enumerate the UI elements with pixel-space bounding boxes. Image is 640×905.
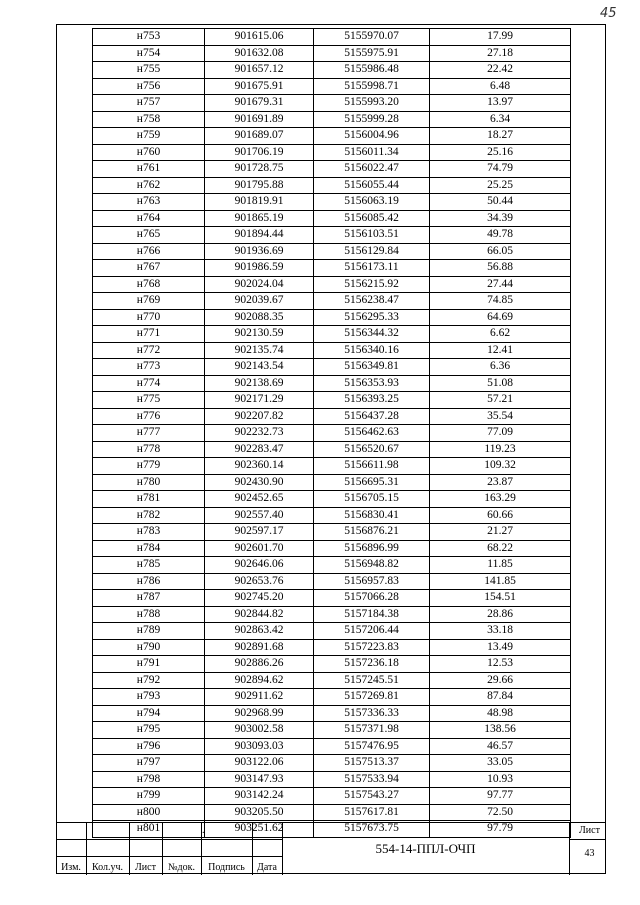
point-name-cell: н791 bbox=[93, 656, 205, 673]
y-coordinate-cell: 5156462.63 bbox=[314, 425, 430, 442]
point-name-cell: н795 bbox=[93, 722, 205, 739]
point-name-cell: н773 bbox=[93, 359, 205, 376]
distance-cell: 22.42 bbox=[430, 62, 571, 79]
x-coordinate-cell: 901632.08 bbox=[205, 45, 314, 62]
y-coordinate-cell: 5157371.98 bbox=[314, 722, 430, 739]
distance-cell: 25.25 bbox=[430, 177, 571, 194]
distance-cell: 68.22 bbox=[430, 540, 571, 557]
y-coordinate-cell: 5156063.19 bbox=[314, 194, 430, 211]
y-coordinate-cell: 5157269.81 bbox=[314, 689, 430, 706]
point-name-cell: н801 bbox=[93, 821, 205, 838]
table-row bbox=[93, 672, 571, 689]
point-name-cell: н794 bbox=[93, 705, 205, 722]
table-row bbox=[93, 111, 571, 128]
document-code: 554-14-ППЛ-ОЧП bbox=[375, 841, 476, 856]
x-coordinate-cell: 901689.07 bbox=[205, 128, 314, 145]
table-row bbox=[93, 342, 571, 359]
table-row bbox=[93, 309, 571, 326]
x-coordinate-cell: 902130.59 bbox=[205, 326, 314, 343]
table-row bbox=[93, 722, 571, 739]
table-row bbox=[93, 276, 571, 293]
x-coordinate-cell: 902088.35 bbox=[205, 309, 314, 326]
table-row bbox=[93, 738, 571, 755]
distance-cell: 35.54 bbox=[430, 408, 571, 425]
point-name-cell: н768 bbox=[93, 276, 205, 293]
table-row bbox=[93, 161, 571, 178]
x-coordinate-cell: 901657.12 bbox=[205, 62, 314, 79]
point-name-cell: н767 bbox=[93, 260, 205, 277]
distance-cell: 72.50 bbox=[430, 804, 571, 821]
x-coordinate-cell: 902745.20 bbox=[205, 590, 314, 607]
point-name-cell: н798 bbox=[93, 771, 205, 788]
table-row bbox=[93, 804, 571, 821]
y-coordinate-cell: 5156957.83 bbox=[314, 573, 430, 590]
point-name-cell: н789 bbox=[93, 623, 205, 640]
distance-cell: 21.27 bbox=[430, 524, 571, 541]
stamp-col-ndoc: №док. bbox=[168, 862, 195, 873]
y-coordinate-cell: 5156238.47 bbox=[314, 293, 430, 310]
x-coordinate-cell: 901728.75 bbox=[205, 161, 314, 178]
point-name-cell: н793 bbox=[93, 689, 205, 706]
y-coordinate-cell: 5156393.25 bbox=[314, 392, 430, 409]
table-row bbox=[93, 326, 571, 343]
x-coordinate-cell: 903147.93 bbox=[205, 771, 314, 788]
table-row bbox=[93, 656, 571, 673]
x-coordinate-cell: 901795.88 bbox=[205, 177, 314, 194]
y-coordinate-cell: 5156876.21 bbox=[314, 524, 430, 541]
y-coordinate-cell: 5157236.18 bbox=[314, 656, 430, 673]
y-coordinate-cell: 5157245.51 bbox=[314, 672, 430, 689]
distance-cell: 11.85 bbox=[430, 557, 571, 574]
y-coordinate-cell: 5156103.51 bbox=[314, 227, 430, 244]
point-name-cell: н763 bbox=[93, 194, 205, 211]
point-name-cell: н757 bbox=[93, 95, 205, 112]
y-coordinate-cell: 5156830.41 bbox=[314, 507, 430, 524]
point-name-cell: н782 bbox=[93, 507, 205, 524]
stamp-row-line bbox=[569, 839, 606, 840]
y-coordinate-cell: 5156705.15 bbox=[314, 491, 430, 508]
distance-cell: 17.99 bbox=[430, 29, 571, 46]
point-name-cell: н762 bbox=[93, 177, 205, 194]
y-coordinate-cell: 5156948.82 bbox=[314, 557, 430, 574]
stamp-col-signature: Подпись bbox=[208, 862, 245, 873]
x-coordinate-cell: 903205.50 bbox=[205, 804, 314, 821]
table-row bbox=[93, 540, 571, 557]
table-row bbox=[93, 623, 571, 640]
y-coordinate-cell: 5157533.94 bbox=[314, 771, 430, 788]
y-coordinate-cell: 5155999.28 bbox=[314, 111, 430, 128]
x-coordinate-cell: 901986.59 bbox=[205, 260, 314, 277]
table-row bbox=[93, 375, 571, 392]
point-name-cell: н774 bbox=[93, 375, 205, 392]
stamp-col-izm: Изм. bbox=[61, 862, 81, 873]
table-row bbox=[93, 210, 571, 227]
point-name-cell: н790 bbox=[93, 639, 205, 656]
table-row bbox=[93, 243, 571, 260]
sheet-number: 43 bbox=[584, 848, 595, 859]
x-coordinate-cell: 902597.17 bbox=[205, 524, 314, 541]
distance-cell: 154.51 bbox=[430, 590, 571, 607]
x-coordinate-cell: 902283.47 bbox=[205, 441, 314, 458]
distance-cell: 10.93 bbox=[430, 771, 571, 788]
stamp-row-line bbox=[56, 856, 282, 857]
table-row bbox=[93, 557, 571, 574]
table-row bbox=[93, 705, 571, 722]
x-coordinate-cell: 902646.06 bbox=[205, 557, 314, 574]
point-name-cell: н784 bbox=[93, 540, 205, 557]
distance-cell: 109.32 bbox=[430, 458, 571, 475]
y-coordinate-cell: 5157066.28 bbox=[314, 590, 430, 607]
point-name-cell: н777 bbox=[93, 425, 205, 442]
x-coordinate-cell: 902143.54 bbox=[205, 359, 314, 376]
distance-cell: 23.87 bbox=[430, 474, 571, 491]
stamp-divider bbox=[569, 823, 570, 875]
table-row bbox=[93, 788, 571, 805]
table-row bbox=[93, 29, 571, 46]
distance-cell: 13.49 bbox=[430, 639, 571, 656]
distance-cell: 51.08 bbox=[430, 375, 571, 392]
point-name-cell: н756 bbox=[93, 78, 205, 95]
table-row bbox=[93, 144, 571, 161]
x-coordinate-cell: 902135.74 bbox=[205, 342, 314, 359]
table-row bbox=[93, 78, 571, 95]
distance-cell: 138.56 bbox=[430, 722, 571, 739]
point-name-cell: н783 bbox=[93, 524, 205, 541]
distance-cell: 12.41 bbox=[430, 342, 571, 359]
distance-cell: 163.29 bbox=[430, 491, 571, 508]
distance-cell: 77.09 bbox=[430, 425, 571, 442]
coordinates-table-body bbox=[93, 29, 571, 838]
y-coordinate-cell: 5156896.99 bbox=[314, 540, 430, 557]
handwritten-page-number: 45 bbox=[600, 6, 617, 21]
point-name-cell: н792 bbox=[93, 672, 205, 689]
point-name-cell: н785 bbox=[93, 557, 205, 574]
distance-cell: 56.88 bbox=[430, 260, 571, 277]
distance-cell: 18.27 bbox=[430, 128, 571, 145]
table-row bbox=[93, 639, 571, 656]
distance-cell: 141.85 bbox=[430, 573, 571, 590]
x-coordinate-cell: 902171.29 bbox=[205, 392, 314, 409]
distance-cell: 6.62 bbox=[430, 326, 571, 343]
coordinates-table bbox=[92, 28, 571, 838]
y-coordinate-cell: 5156695.31 bbox=[314, 474, 430, 491]
point-name-cell: н766 bbox=[93, 243, 205, 260]
point-name-cell: н770 bbox=[93, 309, 205, 326]
table-row bbox=[93, 408, 571, 425]
table-row bbox=[93, 590, 571, 607]
y-coordinate-cell: 5156437.28 bbox=[314, 408, 430, 425]
point-name-cell: н755 bbox=[93, 62, 205, 79]
y-coordinate-cell: 5156353.93 bbox=[314, 375, 430, 392]
x-coordinate-cell: 902138.69 bbox=[205, 375, 314, 392]
x-coordinate-cell: 901936.69 bbox=[205, 243, 314, 260]
x-coordinate-cell: 902886.26 bbox=[205, 656, 314, 673]
point-name-cell: н761 bbox=[93, 161, 205, 178]
table-row bbox=[93, 458, 571, 475]
point-name-cell: н759 bbox=[93, 128, 205, 145]
y-coordinate-cell: 5156611.98 bbox=[314, 458, 430, 475]
point-name-cell: н787 bbox=[93, 590, 205, 607]
y-coordinate-cell: 5155975.91 bbox=[314, 45, 430, 62]
y-coordinate-cell: 5157206.44 bbox=[314, 623, 430, 640]
y-coordinate-cell: 5155986.48 bbox=[314, 62, 430, 79]
sheet-label: Лист bbox=[579, 825, 600, 836]
y-coordinate-cell: 5156011.34 bbox=[314, 144, 430, 161]
distance-cell: 33.18 bbox=[430, 623, 571, 640]
point-name-cell: н780 bbox=[93, 474, 205, 491]
y-coordinate-cell: 5156004.96 bbox=[314, 128, 430, 145]
x-coordinate-cell: 902430.90 bbox=[205, 474, 314, 491]
stamp-dot: . bbox=[202, 825, 205, 836]
y-coordinate-cell: 5157543.27 bbox=[314, 788, 430, 805]
stamp-row-line bbox=[56, 839, 282, 840]
x-coordinate-cell: 903122.06 bbox=[205, 755, 314, 772]
distance-cell: 6.34 bbox=[430, 111, 571, 128]
y-coordinate-cell: 5156344.32 bbox=[314, 326, 430, 343]
distance-cell: 13.97 bbox=[430, 95, 571, 112]
y-coordinate-cell: 5157476.95 bbox=[314, 738, 430, 755]
y-coordinate-cell: 5157223.83 bbox=[314, 639, 430, 656]
x-coordinate-cell: 901894.44 bbox=[205, 227, 314, 244]
distance-cell: 49.78 bbox=[430, 227, 571, 244]
point-name-cell: н772 bbox=[93, 342, 205, 359]
stamp-col-date: Дата bbox=[257, 862, 277, 873]
x-coordinate-cell: 902653.76 bbox=[205, 573, 314, 590]
table-row bbox=[93, 771, 571, 788]
point-name-cell: н781 bbox=[93, 491, 205, 508]
y-coordinate-cell: 5157336.33 bbox=[314, 705, 430, 722]
point-name-cell: н753 bbox=[93, 29, 205, 46]
x-coordinate-cell: 902024.04 bbox=[205, 276, 314, 293]
table-row bbox=[93, 755, 571, 772]
table-row bbox=[93, 689, 571, 706]
y-coordinate-cell: 5157673.75 bbox=[314, 821, 430, 838]
distance-cell: 6.48 bbox=[430, 78, 571, 95]
distance-cell: 74.85 bbox=[430, 293, 571, 310]
x-coordinate-cell: 902232.73 bbox=[205, 425, 314, 442]
distance-cell: 60.66 bbox=[430, 507, 571, 524]
table-row bbox=[93, 293, 571, 310]
y-coordinate-cell: 5157617.81 bbox=[314, 804, 430, 821]
x-coordinate-cell: 902891.68 bbox=[205, 639, 314, 656]
distance-cell: 119.23 bbox=[430, 441, 571, 458]
x-coordinate-cell: 902557.40 bbox=[205, 507, 314, 524]
x-coordinate-cell: 903142.24 bbox=[205, 788, 314, 805]
distance-cell: 25.16 bbox=[430, 144, 571, 161]
distance-cell: 12.53 bbox=[430, 656, 571, 673]
table-row bbox=[93, 194, 571, 211]
table-row bbox=[93, 606, 571, 623]
point-name-cell: н800 bbox=[93, 804, 205, 821]
y-coordinate-cell: 5156215.92 bbox=[314, 276, 430, 293]
distance-cell: 64.69 bbox=[430, 309, 571, 326]
stamp-col-list: Лист bbox=[135, 862, 156, 873]
table-row bbox=[93, 62, 571, 79]
table-row bbox=[93, 128, 571, 145]
table-row bbox=[93, 260, 571, 277]
x-coordinate-cell: 901706.19 bbox=[205, 144, 314, 161]
stamp-col-kolvo: Кол.уч. bbox=[91, 862, 124, 873]
distance-cell: 33.05 bbox=[430, 755, 571, 772]
y-coordinate-cell: 5156055.44 bbox=[314, 177, 430, 194]
y-coordinate-cell: 5157184.38 bbox=[314, 606, 430, 623]
x-coordinate-cell: 901819.91 bbox=[205, 194, 314, 211]
distance-cell: 27.44 bbox=[430, 276, 571, 293]
x-coordinate-cell: 901675.91 bbox=[205, 78, 314, 95]
distance-cell: 34.39 bbox=[430, 210, 571, 227]
point-name-cell: н775 bbox=[93, 392, 205, 409]
x-coordinate-cell: 901865.19 bbox=[205, 210, 314, 227]
point-name-cell: н788 bbox=[93, 606, 205, 623]
distance-cell: 87.84 bbox=[430, 689, 571, 706]
y-coordinate-cell: 5155993.20 bbox=[314, 95, 430, 112]
y-coordinate-cell: 5157513.37 bbox=[314, 755, 430, 772]
x-coordinate-cell: 902039.67 bbox=[205, 293, 314, 310]
distance-cell: 27.18 bbox=[430, 45, 571, 62]
y-coordinate-cell: 5156349.81 bbox=[314, 359, 430, 376]
y-coordinate-cell: 5156173.11 bbox=[314, 260, 430, 277]
table-row bbox=[93, 359, 571, 376]
point-name-cell: н765 bbox=[93, 227, 205, 244]
point-name-cell: н797 bbox=[93, 755, 205, 772]
distance-cell: 50.44 bbox=[430, 194, 571, 211]
distance-cell: 97.77 bbox=[430, 788, 571, 805]
distance-cell: 57.21 bbox=[430, 392, 571, 409]
table-row bbox=[93, 425, 571, 442]
table-row bbox=[93, 491, 571, 508]
y-coordinate-cell: 5155970.07 bbox=[314, 29, 430, 46]
x-coordinate-cell: 902452.65 bbox=[205, 491, 314, 508]
y-coordinate-cell: 5156340.16 bbox=[314, 342, 430, 359]
point-name-cell: н764 bbox=[93, 210, 205, 227]
y-coordinate-cell: 5156129.84 bbox=[314, 243, 430, 260]
point-name-cell: н760 bbox=[93, 144, 205, 161]
table-row bbox=[93, 524, 571, 541]
y-coordinate-cell: 5156085.42 bbox=[314, 210, 430, 227]
point-name-cell: н796 bbox=[93, 738, 205, 755]
table-row bbox=[93, 441, 571, 458]
point-name-cell: н754 bbox=[93, 45, 205, 62]
table-row bbox=[93, 392, 571, 409]
distance-cell: 97.79 bbox=[430, 821, 571, 838]
x-coordinate-cell: 901691.89 bbox=[205, 111, 314, 128]
distance-cell: 6.36 bbox=[430, 359, 571, 376]
distance-cell: 28.86 bbox=[430, 606, 571, 623]
x-coordinate-cell: 902360.14 bbox=[205, 458, 314, 475]
point-name-cell: н786 bbox=[93, 573, 205, 590]
table-row bbox=[93, 507, 571, 524]
distance-cell: 66.05 bbox=[430, 243, 571, 260]
x-coordinate-cell: 902968.99 bbox=[205, 705, 314, 722]
y-coordinate-cell: 5156022.47 bbox=[314, 161, 430, 178]
table-row bbox=[93, 573, 571, 590]
point-name-cell: н779 bbox=[93, 458, 205, 475]
x-coordinate-cell: 901679.31 bbox=[205, 95, 314, 112]
table-row bbox=[93, 177, 571, 194]
point-name-cell: н776 bbox=[93, 408, 205, 425]
point-name-cell: н799 bbox=[93, 788, 205, 805]
table-row bbox=[93, 474, 571, 491]
table-row bbox=[93, 45, 571, 62]
x-coordinate-cell: 901615.06 bbox=[205, 29, 314, 46]
distance-cell: 74.79 bbox=[430, 161, 571, 178]
point-name-cell: н778 bbox=[93, 441, 205, 458]
point-name-cell: н758 bbox=[93, 111, 205, 128]
title-block bbox=[56, 822, 606, 875]
y-coordinate-cell: 5155998.71 bbox=[314, 78, 430, 95]
y-coordinate-cell: 5156520.67 bbox=[314, 441, 430, 458]
table-row bbox=[93, 95, 571, 112]
x-coordinate-cell: 902844.82 bbox=[205, 606, 314, 623]
x-coordinate-cell: 902863.42 bbox=[205, 623, 314, 640]
x-coordinate-cell: 902894.62 bbox=[205, 672, 314, 689]
distance-cell: 46.57 bbox=[430, 738, 571, 755]
x-coordinate-cell: 902911.62 bbox=[205, 689, 314, 706]
x-coordinate-cell: 902601.70 bbox=[205, 540, 314, 557]
point-name-cell: н771 bbox=[93, 326, 205, 343]
x-coordinate-cell: 903002.58 bbox=[205, 722, 314, 739]
distance-cell: 29.66 bbox=[430, 672, 571, 689]
x-coordinate-cell: 903093.03 bbox=[205, 738, 314, 755]
point-name-cell: н769 bbox=[93, 293, 205, 310]
x-coordinate-cell: 902207.82 bbox=[205, 408, 314, 425]
distance-cell: 48.98 bbox=[430, 705, 571, 722]
x-coordinate-cell: 903251.62 bbox=[205, 821, 314, 838]
table-row bbox=[93, 227, 571, 244]
y-coordinate-cell: 5156295.33 bbox=[314, 309, 430, 326]
